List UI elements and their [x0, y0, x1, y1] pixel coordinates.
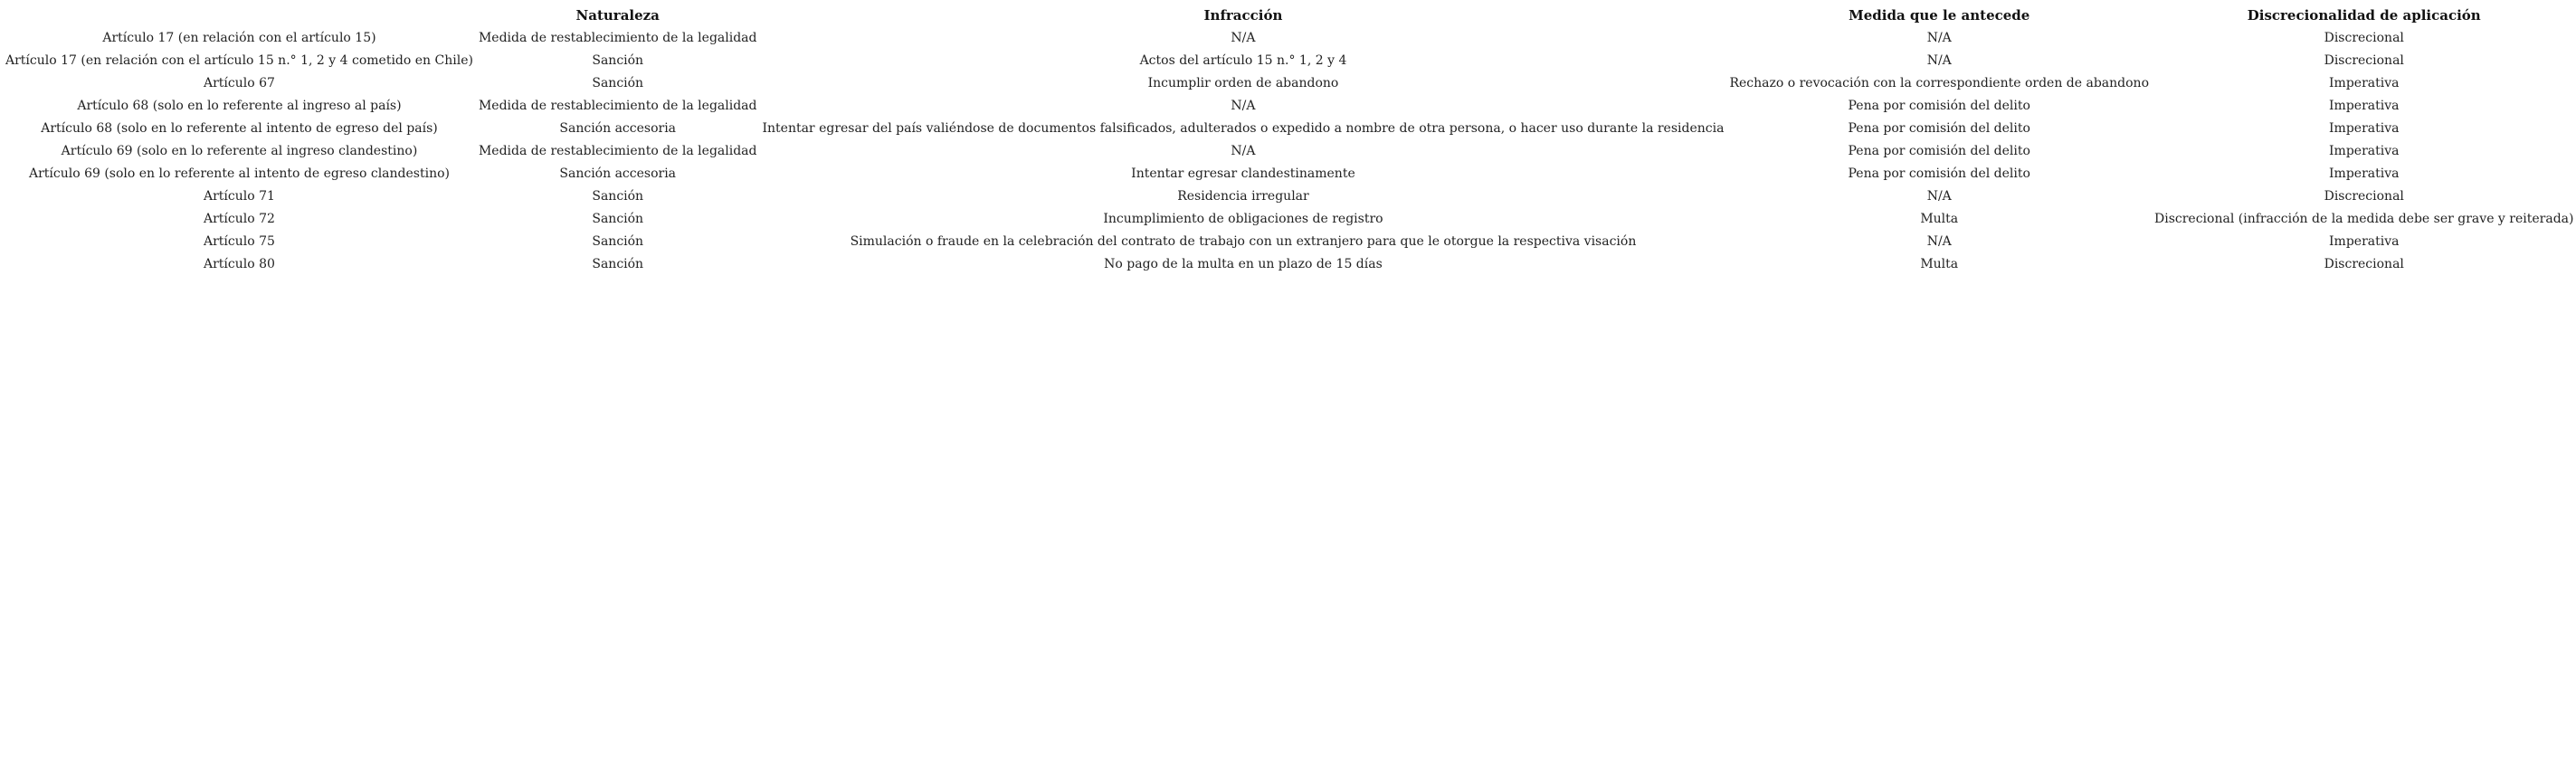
discrecionalidad-cell: Discrecional	[2324, 257, 2404, 271]
medida-cell: Pena por comisión del delito	[1848, 99, 2030, 113]
infraccion-cell: Incumplir orden de abandono	[1147, 76, 1339, 90]
table-row	[3, 27, 2576, 50]
naturaleza-cell: Sanción	[592, 189, 644, 204]
naturaleza-cell: Medida de restablecimiento de la legalidad	[478, 31, 757, 45]
table-row	[3, 208, 2576, 231]
table-row	[3, 118, 2576, 140]
article-cell: Artículo 72	[204, 212, 275, 226]
medida-cell: N/A	[1926, 234, 1952, 249]
naturaleza-cell: Sanción	[592, 234, 644, 249]
article-cell: Artículo 17 (en relación con el artículo 15 n.° 1, 2 y 4 cometido en Chile)	[5, 53, 473, 68]
table-row	[3, 253, 2576, 276]
infraccion-cell: No pago de la multa en un plazo de 15 días	[1104, 257, 1383, 271]
article-cell: Artículo 17 (en relación con el artículo 15)	[102, 31, 376, 45]
table-row	[3, 50, 2576, 72]
table-header	[3, 5, 2576, 27]
article-cell: Artículo 68 (solo en lo referente al ingreso al país)	[77, 99, 402, 113]
table-row	[3, 95, 2576, 118]
table-row	[3, 140, 2576, 163]
infraccion-cell: Intentar egresar clandestinamente	[1131, 166, 1355, 181]
medida-cell: N/A	[1926, 189, 1952, 204]
article-cell: Artículo 69 (solo en lo referente al intento de egreso clandestino)	[28, 166, 450, 181]
infraccion-cell: N/A	[1231, 31, 1256, 45]
header-medida: Medida que le antecede	[1849, 7, 2030, 24]
medida-cell: Multa	[1920, 257, 1959, 271]
discrecionalidad-cell: Imperativa	[2329, 234, 2400, 249]
infraccion-cell: N/A	[1231, 99, 1256, 113]
naturaleza-cell: Sanción	[592, 212, 644, 226]
header-infraccion: Infracción	[1203, 7, 1283, 24]
table-row	[3, 163, 2576, 185]
naturaleza-cell: Sanción accesoria	[559, 166, 677, 181]
article-cell: Artículo 68 (solo en lo referente al intento de egreso del país)	[41, 121, 438, 136]
infractions-table	[3, 5, 2576, 276]
discrecionalidad-cell: Imperativa	[2329, 76, 2400, 90]
article-cell: Artículo 80	[204, 257, 275, 271]
discrecionalidad-cell: Imperativa	[2329, 99, 2400, 113]
discrecionalidad-cell: Imperativa	[2329, 144, 2400, 158]
article-cell: Artículo 75	[204, 234, 275, 249]
medida-cell: Rechazo o revocación con la correspondiente orden de abandono	[1729, 76, 2150, 90]
discrecionalidad-cell: Imperativa	[2329, 166, 2400, 181]
table-row	[3, 185, 2576, 208]
table-body	[3, 27, 2576, 276]
naturaleza-cell: Sanción accesoria	[559, 121, 677, 136]
header-row	[3, 5, 2576, 27]
infraccion-cell: Simulación o fraude en la celebración del contrato de trabajo con un extranjero para que le otorgue la respectiva visación	[850, 234, 1637, 249]
medida-cell: Pena por comisión del delito	[1848, 144, 2030, 158]
infraccion-cell: Residencia irregular	[1177, 189, 1309, 204]
infraccion-cell: Actos del artículo 15 n.° 1, 2 y 4	[1139, 53, 1347, 68]
discrecionalidad-cell: Discrecional (infracción de la medida debe ser grave y reiterada)	[2154, 212, 2574, 226]
medida-cell: Pena por comisión del delito	[1848, 121, 2030, 136]
medida-cell: Multa	[1920, 212, 1959, 226]
medida-cell: Pena por comisión del delito	[1848, 166, 2030, 181]
header-article	[3, 5, 476, 27]
naturaleza-cell: Sanción	[592, 76, 644, 90]
naturaleza-cell: Sanción	[592, 257, 644, 271]
discrecionalidad-cell: Discrecional	[2324, 31, 2404, 45]
article-cell: Artículo 69 (solo en lo referente al ingreso clandestino)	[61, 144, 418, 158]
naturaleza-cell: Medida de restablecimiento de la legalidad	[478, 99, 757, 113]
discrecionalidad-cell: Discrecional	[2324, 189, 2404, 204]
table-row	[3, 231, 2576, 253]
header-naturaleza: Naturaleza	[575, 7, 660, 24]
discrecionalidad-cell: Imperativa	[2329, 121, 2400, 136]
article-cell: Artículo 71	[204, 189, 275, 204]
discrecionalidad-cell: Discrecional	[2324, 53, 2404, 68]
medida-cell: N/A	[1926, 53, 1952, 68]
infraccion-cell: Incumplimiento de obligaciones de registro	[1103, 212, 1383, 226]
table-row	[3, 72, 2576, 95]
naturaleza-cell: Medida de restablecimiento de la legalidad	[478, 144, 757, 158]
naturaleza-cell: Sanción	[592, 53, 644, 68]
header-discrecionalidad: Discrecionalidad de aplicación	[2247, 7, 2481, 24]
infraccion-cell: N/A	[1231, 144, 1256, 158]
infraccion-cell: Intentar egresar del país valiéndose de documentos falsificados, adulterados o expedido a nombre de otra persona, o hacer uso durante la residencia	[762, 121, 1725, 136]
medida-cell: N/A	[1926, 31, 1952, 45]
article-cell: Artículo 67	[204, 76, 275, 90]
